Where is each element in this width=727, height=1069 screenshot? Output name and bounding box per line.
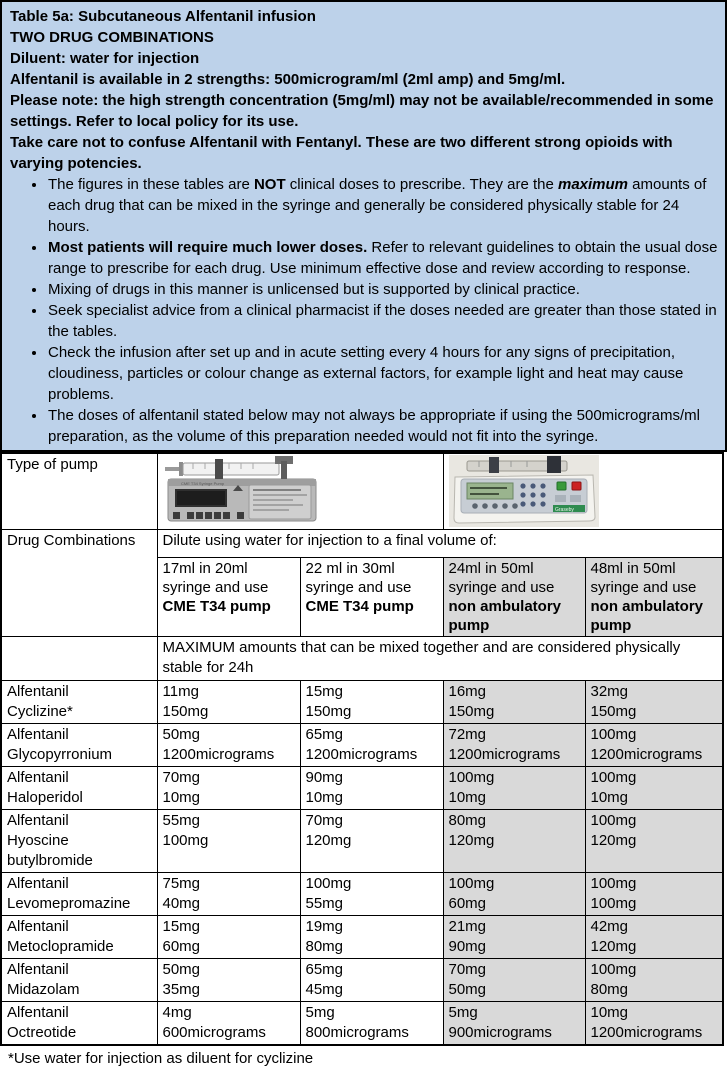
info-heading-line: Take care not to confuse Alfentanil with Fentanyl. These are two different strong opioids with varying potencies. bbox=[10, 134, 673, 172]
footnote: *Use water for injection as diluent for cyclizine bbox=[8, 1049, 314, 1067]
dose-cell: 10mg 1200micrograms bbox=[585, 1001, 723, 1045]
dose-cell: 15mg 60mg bbox=[157, 915, 300, 958]
drug-combination-label: Alfentanil Levomepromazine bbox=[1, 872, 157, 915]
dose-cell: 100mg 1200micrograms bbox=[585, 723, 723, 766]
non-ambulatory-pump-image bbox=[449, 455, 599, 527]
dose-cell: 100mg 55mg bbox=[300, 872, 443, 915]
column-header-4: 48ml in 50ml syringe and use non ambulatory pump bbox=[585, 557, 723, 636]
dose-cell: 100mg 100mg bbox=[585, 872, 723, 915]
drug-row bbox=[1, 958, 723, 1001]
dilute-note: Dilute using water for injection to a final volume of: bbox=[157, 529, 723, 557]
dose-cell: 100mg 120mg bbox=[585, 809, 723, 872]
info-heading-line: Table 5a: Subcutaneous Alfentanil infusion bbox=[10, 8, 316, 25]
dose-cell: 70mg 10mg bbox=[157, 766, 300, 809]
dose-cell: 100mg 60mg bbox=[443, 872, 585, 915]
drug-combination-label: Alfentanil Hyoscine butylbromide bbox=[1, 809, 157, 872]
info-bullet: • The doses of alfentanil stated below may not always be appropriate if using the 500micrograms/ml preparation, as the volume of this preparation needed would not fit into the syringe. bbox=[47, 405, 719, 447]
dose-cell: 5mg 800micrograms bbox=[300, 1001, 443, 1045]
dose-cell: 42mg 120mg bbox=[585, 915, 723, 958]
dose-cell: 32mg 150mg bbox=[585, 680, 723, 723]
dose-cell: 65mg 45mg bbox=[300, 958, 443, 1001]
info-bullet: • Mixing of drugs in this manner is unlicensed but is supported by clinical practice. bbox=[47, 279, 719, 300]
dose-cell: 65mg 1200micrograms bbox=[300, 723, 443, 766]
dose-cell: 55mg 100mg bbox=[157, 809, 300, 872]
dose-cell: 15mg 150mg bbox=[300, 680, 443, 723]
drug-combination-label: Alfentanil Haloperidol bbox=[1, 766, 157, 809]
drug-row bbox=[1, 915, 723, 958]
info-heading bbox=[10, 6, 719, 174]
dose-cell: 4mg 600micrograms bbox=[157, 1001, 300, 1045]
drug-combinations-label: Drug Combinations bbox=[1, 529, 157, 636]
dose-cell: 100mg 80mg bbox=[585, 958, 723, 1001]
dose-cell: 21mg 90mg bbox=[443, 915, 585, 958]
info-bullets bbox=[10, 174, 719, 447]
dose-cell: 100mg 10mg bbox=[443, 766, 585, 809]
alfentanil-table bbox=[0, 452, 724, 1046]
info-bullet: • The figures in these tables are NOT clinical doses to prescribe. They are the maximum amounts of each drug that can be mixed in the syringe and generally be considered physically stable for 24 hours. bbox=[47, 174, 719, 237]
dose-cell: 11mg 150mg bbox=[157, 680, 300, 723]
info-bullet: • Check the infusion after set up and in acute setting every 4 hours for any signs of precipitation, cloudiness, particles or colour change as external factors, for example light and heat may cause problems. bbox=[47, 342, 719, 405]
drug-row bbox=[1, 872, 723, 915]
drug-row bbox=[1, 680, 723, 723]
pump-row-label: Type of pump bbox=[1, 453, 157, 529]
dose-cell: 50mg 35mg bbox=[157, 958, 300, 1001]
dose-cell: 19mg 80mg bbox=[300, 915, 443, 958]
dose-cell: 72mg 1200micrograms bbox=[443, 723, 585, 766]
column-header-2: 22 ml in 30ml syringe and use CME T34 pump bbox=[300, 557, 443, 636]
cme-t34-pump-image bbox=[163, 455, 321, 525]
dose-cell: 16mg 150mg bbox=[443, 680, 585, 723]
dilute-row bbox=[1, 529, 723, 557]
info-heading-line: Diluent: water for injection bbox=[10, 50, 200, 67]
pump-cell-non-ambulatory bbox=[443, 453, 723, 529]
pump-cell-cme-t34 bbox=[157, 453, 443, 529]
svg-text:CME T34 Syringe Pump: CME T34 Syringe Pump bbox=[180, 481, 224, 486]
info-heading-line: Please note: the high strength concentration (5mg/ml) may not be available/recommended in some settings. Refer to local policy for its use. bbox=[10, 92, 714, 130]
drug-row bbox=[1, 766, 723, 809]
drug-combination-label: Alfentanil Octreotide bbox=[1, 1001, 157, 1045]
info-bullet: • Seek specialist advice from a clinical pharmacist if the doses needed are greater than those stated in the tables. bbox=[47, 300, 719, 342]
drug-row bbox=[1, 809, 723, 872]
dose-cell: 70mg 120mg bbox=[300, 809, 443, 872]
dose-cell: 90mg 10mg bbox=[300, 766, 443, 809]
drug-row bbox=[1, 1001, 723, 1045]
dose-cell: 70mg 50mg bbox=[443, 958, 585, 1001]
dose-cell: 50mg 1200micrograms bbox=[157, 723, 300, 766]
dose-cell: 75mg 40mg bbox=[157, 872, 300, 915]
dose-cell: 100mg 10mg bbox=[585, 766, 723, 809]
pump-row bbox=[1, 453, 723, 529]
drug-row bbox=[1, 723, 723, 766]
info-bullet: • Most patients will require much lower doses. Refer to relevant guidelines to obtain the usual dose range to prescribe for each drug. Use minimum effective dose and review according to response. bbox=[47, 237, 719, 279]
info-heading-line: Alfentanil is available in 2 strengths: 500microgram/ml (2ml amp) and 5mg/ml. bbox=[10, 71, 566, 88]
dose-cell: 5mg 900micrograms bbox=[443, 1001, 585, 1045]
column-header-3: 24ml in 50ml syringe and use non ambulatory pump bbox=[443, 557, 585, 636]
dose-cell: 80mg 120mg bbox=[443, 809, 585, 872]
drug-combination-label: Alfentanil Cyclizine* bbox=[1, 680, 157, 723]
drug-combination-label: Alfentanil Midazolam bbox=[1, 958, 157, 1001]
empty-cell bbox=[1, 636, 157, 680]
drug-combination-label: Alfentanil Metoclopramide bbox=[1, 915, 157, 958]
maximum-row bbox=[1, 636, 723, 680]
info-box bbox=[0, 0, 727, 452]
maximum-note: MAXIMUM amounts that can be mixed together and are considered physically stable for 24h bbox=[157, 636, 723, 680]
info-heading-line: TWO DRUG COMBINATIONS bbox=[10, 29, 214, 46]
svg-text:Graseby: Graseby bbox=[554, 507, 574, 513]
drug-combination-label: Alfentanil Glycopyrronium bbox=[1, 723, 157, 766]
column-header-1: 17ml in 20ml syringe and use CME T34 pump bbox=[157, 557, 300, 636]
